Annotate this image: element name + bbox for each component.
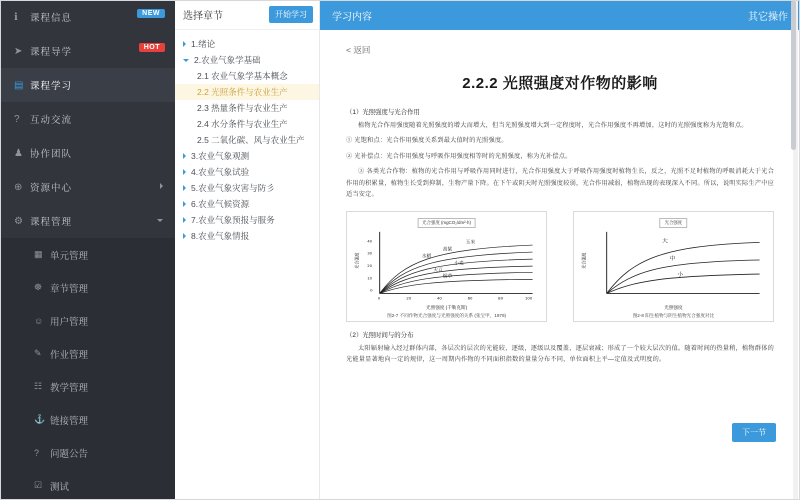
- test-icon: ☑: [34, 480, 43, 490]
- sidebar-subitem-5[interactable]: [0, 403, 175, 436]
- sidebar-subitem-3[interactable]: [0, 337, 175, 370]
- figure-right: [573, 211, 774, 322]
- figure-left-xlabel: 光照强度 (千勒克斯): [426, 304, 468, 310]
- content-body: [320, 30, 800, 500]
- chapter-item-8[interactable]: [175, 164, 319, 180]
- pen-icon: ✎: [34, 348, 42, 358]
- sidebar-badge-hot: HOT: [139, 43, 165, 52]
- chevron-down-icon: [183, 59, 189, 62]
- link-icon: ⚓: [34, 414, 46, 424]
- chapter-item-3[interactable]: [175, 84, 319, 100]
- svg-text:30: 30: [367, 251, 373, 256]
- chapter-item-2[interactable]: [175, 68, 319, 84]
- chapter-item-label: 7.农业气象预报与服务: [191, 215, 275, 225]
- chapter-item-11[interactable]: [175, 212, 319, 228]
- figure-left-caption: 图2-7 不同作物光合强度与光照强度的关系 (张宝甲，1979): [387, 312, 507, 318]
- svg-text:20: 20: [406, 296, 412, 301]
- figure-right-caption: 图2-8 阳生植物与阴生植物光合强度对比: [632, 312, 715, 318]
- info-icon: ℹ: [14, 11, 18, 23]
- sidebar-item-label: 资源中心: [30, 183, 73, 194]
- sidebar-item-label: 协作团队: [30, 149, 73, 160]
- svg-text:烟草: 烟草: [442, 274, 453, 280]
- user-icon: ☺: [34, 315, 44, 326]
- chapter-item-label: 2.农业气象学基础: [194, 55, 261, 65]
- chapter-item-label: 2.1 农业气象学基本概念: [197, 71, 288, 81]
- chapter-item-12[interactable]: [175, 228, 319, 244]
- chapter-item-label: 2.5 二氧化碳、风与农业生产: [197, 135, 305, 145]
- content-panel: [320, 0, 800, 500]
- svg-text:大: 大: [661, 238, 668, 245]
- svg-text:0: 0: [377, 296, 381, 301]
- chapter-item-label: 2.3 热量条件与农业生产: [197, 103, 288, 113]
- svg-text:80: 80: [498, 296, 504, 301]
- sidebar-subitem-label: 测试: [50, 481, 70, 493]
- chapter-item-label: 1.绪论: [191, 39, 216, 49]
- sidebar-item-3[interactable]: [0, 102, 175, 136]
- scrollbar-track[interactable]: [793, 0, 798, 500]
- sidebar-badge-new: NEW: [137, 9, 165, 18]
- sidebar-item-label: 课程导学: [30, 47, 73, 58]
- chevron-right-icon: [160, 183, 163, 189]
- sidebar-item-0[interactable]: [0, 0, 175, 34]
- group-icon: ♟: [14, 147, 23, 159]
- content-header-title: 学习内容: [332, 11, 372, 23]
- svg-text:玉米: 玉米: [465, 240, 476, 246]
- gear-icon: ⚙: [14, 215, 23, 227]
- chapter-list: [175, 30, 319, 500]
- svg-text:40: 40: [367, 239, 373, 244]
- svg-text:40: 40: [437, 296, 442, 301]
- figure-right-plot: [578, 216, 769, 304]
- chat-icon: ?: [14, 113, 20, 125]
- svg-text:10: 10: [367, 276, 373, 281]
- figure-right-svg: [578, 216, 769, 304]
- chevron-down-icon: [157, 219, 163, 222]
- chapter-item-label: 8.农业气象情报: [191, 231, 250, 241]
- section-label: （1）光照强度与光合作用: [346, 109, 420, 116]
- chapter-item-label: 4.农业气象试验: [191, 167, 250, 177]
- start-study-button[interactable]: 开始学习: [269, 6, 313, 23]
- sidebar-subitem-label: 问题公告: [50, 448, 89, 460]
- svg-text:高粱: 高粱: [442, 247, 453, 253]
- help-icon: ⊕: [14, 181, 23, 193]
- chapter-item-5[interactable]: [175, 116, 319, 132]
- sidebar: [0, 0, 175, 500]
- content-header: [320, 0, 800, 30]
- sidebar-item-label: 课程学习: [30, 81, 73, 92]
- back-link[interactable]: < 返回: [346, 45, 371, 55]
- sidebar-subitem-label: 教学管理: [50, 382, 89, 394]
- chapter-item-4[interactable]: [175, 100, 319, 116]
- svg-text:中: 中: [669, 255, 676, 262]
- svg-text:0: 0: [370, 288, 373, 293]
- paragraph: 植物光合作用强度随着光照强度的增大而增大，但当光照强度增大到一定程度时，光合作用强度不再增加，这时的光照强度称为光饱和点。: [358, 122, 748, 129]
- sidebar-item-1[interactable]: [0, 34, 175, 68]
- chevron-right-icon: [183, 153, 186, 159]
- chapter-item-label: 5.农业气象灾害与防彡: [191, 183, 275, 193]
- chapter-item-9[interactable]: [175, 180, 319, 196]
- scrollbar-thumb[interactable]: [791, 0, 796, 150]
- tree-icon: ☸: [34, 282, 43, 292]
- chapter-item-0[interactable]: [175, 36, 319, 52]
- sidebar-subitem-4[interactable]: [0, 370, 175, 403]
- sidebar-subitem-0[interactable]: [0, 238, 175, 271]
- article-sections-top: [346, 107, 774, 201]
- sidebar-subitem-6[interactable]: [0, 436, 175, 469]
- chevron-right-icon: [183, 201, 186, 207]
- data-icon: ☷: [34, 381, 43, 391]
- paragraph: ③ 各类光合作物：植物的光合作用与呼吸作用同时进行，光合作用强度大于呼吸作用强度时植物生长，反之，光照不足时植物的呼吸消耗大于光合作用的积累量，植物生长受到抑制，生物产量下降。在下午或阴天时光照强度较弱，光合作用减弱，植物出现的表现深入不同。所以，说明实际生产中应适当安定。: [346, 168, 774, 199]
- figure-right-top-label: 光合强度: [660, 218, 688, 228]
- paragraph: ② 光补偿点：光合作用强度与呼吸作用强度相等时的光照强度，称为光补偿点。: [346, 152, 572, 160]
- sidebar-item-label: 互动交流: [30, 115, 73, 126]
- sidebar-subitem-label: 用户管理: [50, 316, 89, 328]
- svg-text:20: 20: [367, 263, 373, 268]
- svg-text:60: 60: [467, 296, 473, 301]
- svg-text:光合强度: 光合强度: [581, 252, 587, 269]
- chapter-panel-header: [175, 0, 319, 30]
- svg-text:大豆: 大豆: [433, 268, 443, 274]
- book-icon: ▤: [14, 79, 24, 91]
- sidebar-item-5[interactable]: [0, 170, 175, 204]
- chevron-right-icon: [183, 169, 186, 175]
- next-section-button[interactable]: 下一节: [732, 423, 776, 442]
- sidebar-subitem-2[interactable]: [0, 304, 175, 337]
- grid-icon: ▦: [34, 249, 43, 259]
- chevron-right-icon: [183, 217, 186, 223]
- sidebar-subitem-label: 章节管理: [50, 283, 89, 295]
- paragraph: ① 光饱和点：光合作用强度关系到最大值时的光照强度。: [346, 137, 508, 145]
- sidebar-subitem-label: 作业管理: [50, 349, 89, 361]
- chapter-item-label: 3.农业气象观测: [191, 151, 250, 161]
- sidebar-subitem-1[interactable]: [0, 271, 175, 304]
- section-label: （2）光照时间与的分布: [346, 331, 414, 339]
- chevron-right-icon: [183, 233, 186, 239]
- article-sections-bottom: [346, 330, 774, 366]
- svg-text:小麦: 小麦: [454, 261, 464, 267]
- figure-left-plot: [351, 216, 542, 304]
- chevron-right-icon: [183, 185, 186, 191]
- chevron-right-icon: [183, 41, 186, 47]
- sidebar-item-label: 课程管理: [30, 217, 73, 228]
- svg-text:100: 100: [524, 296, 533, 301]
- sidebar-item-4[interactable]: [0, 136, 175, 170]
- chapter-item-label: 2.4 水分条件与农业生产: [197, 119, 288, 129]
- chapter-panel: [175, 0, 320, 500]
- sidebar-subitem-label: 链接管理: [50, 415, 89, 427]
- chapter-item-10[interactable]: [175, 196, 319, 212]
- question-icon: ?: [34, 447, 40, 458]
- figure-left: [346, 211, 547, 322]
- paragraph: 太阳辐射输入经过群体内部，各层次的层次的光能较，逐级，逐级以及覆盖，逐层衰减；形成了一个较大层次的值。随着时间的热量稍，植物群体的光能量显著地向一定的规律，这一周期内作物的不同面积指数的量量分布不同，单位面积上平—定值及式明度的。: [346, 344, 774, 364]
- chapter-item-1[interactable]: [175, 52, 319, 68]
- sidebar-subitem-7[interactable]: [0, 469, 175, 500]
- sidebar-item-2[interactable]: [0, 68, 175, 102]
- chapter-item-label: 2.2 光照条件与农业生产: [197, 87, 288, 97]
- chapter-item-6[interactable]: [175, 132, 319, 148]
- sidebar-subitem-label: 单元管理: [50, 250, 89, 262]
- figure-left-top-label: 光合强度 (mgCO₂/dm²·h): [417, 218, 476, 228]
- figure-right-xlabel: 光照强度: [664, 304, 683, 310]
- rocket-icon: ➤: [14, 45, 23, 57]
- svg-text:水稻: 水稻: [421, 254, 432, 260]
- other-actions-button[interactable]: 其它操作: [748, 11, 788, 23]
- svg-text:小: 小: [677, 271, 683, 278]
- chapter-item-7[interactable]: [175, 148, 319, 164]
- figure-left-svg: [351, 216, 542, 304]
- sidebar-item-label: 课程信息: [30, 13, 73, 24]
- page-title: 2.2.2 光照强度对作物的影响: [462, 75, 658, 92]
- chapter-item-label: 6.农业气候资源: [191, 199, 250, 209]
- chapter-panel-title: 选择章节: [183, 11, 223, 22]
- figure-group: [346, 211, 774, 322]
- sidebar-item-6[interactable]: [0, 204, 175, 238]
- svg-text:光合强度: 光合强度: [354, 252, 360, 269]
